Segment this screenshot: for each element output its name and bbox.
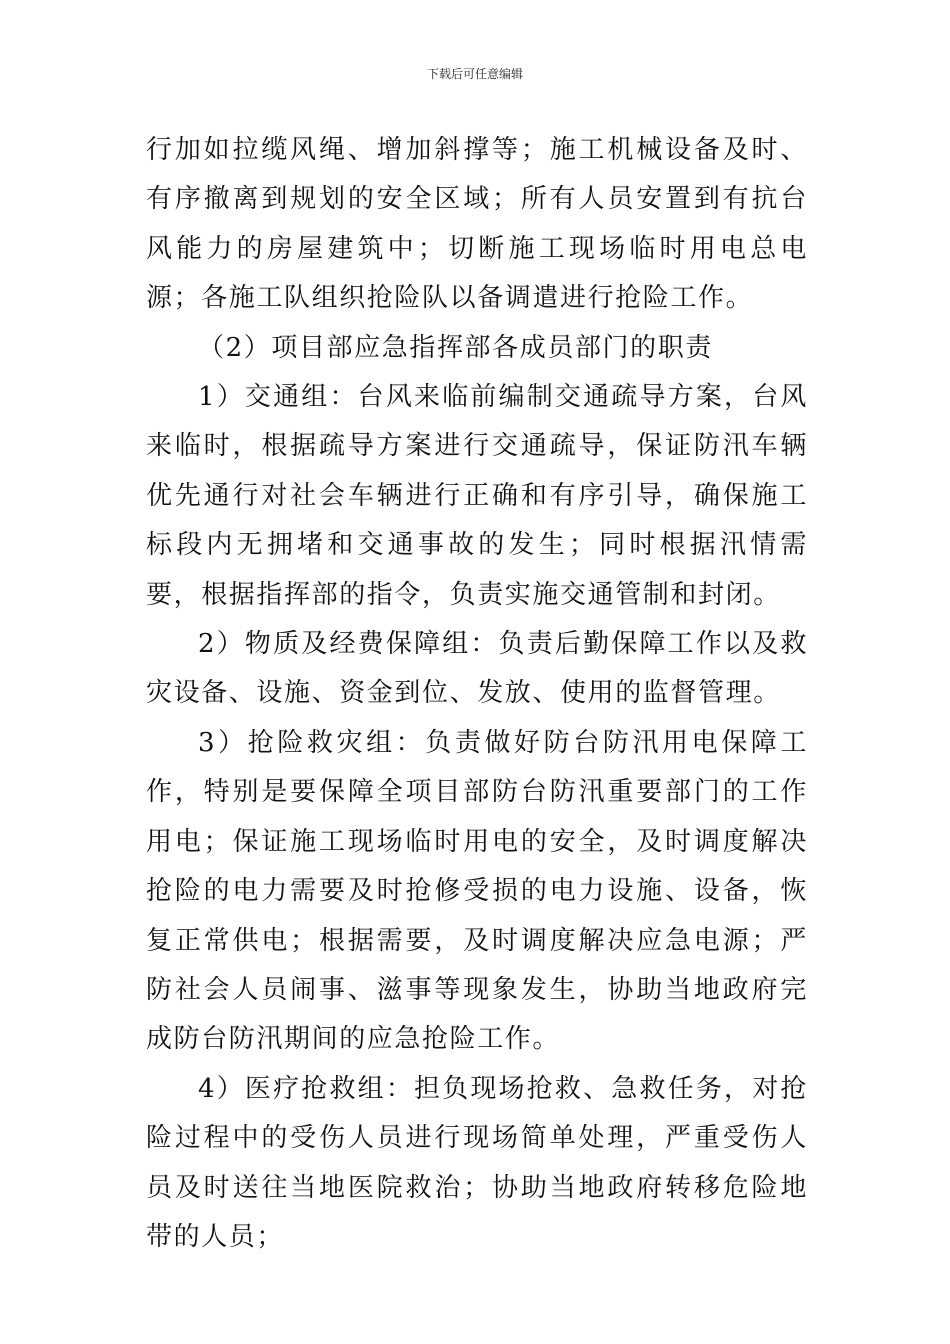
paragraph-traffic-group: 1）交通组：台风来临前编制交通疏导方案，台风来临时，根据疏导方案进行交通疏导，保证防汛车辆优先通行对社会车辆进行正确和有序引导，确保施工标段内无拥堵和交通事故的发生；同时根据汛情需要，根据指挥部的指令，负责实施交通管制和封闭。 — [146, 382, 808, 610]
paragraph-medical-group: 4）医疗抢救组：担负现场抢救、急救任务，对抢险过程中的受伤人员进行现场简单处理，严重受伤人员及时送往当地医院救治；协助当地政府转移危险地带的人员； — [146, 1073, 808, 1252]
paragraph-supply-group: 2）物质及经费保障组：负责后勤保障工作以及救灾设备、设施、资金到位、发放、使用的监督管理。 — [146, 629, 808, 709]
document-body — [146, 126, 808, 1262]
page-header-note: 下载后可任意编辑 — [426, 67, 523, 81]
paragraph-rescue-group: 3）抢险救灾组：负责做好防台防汛用电保障工作，特别是要保障全项目部防台防汛重要部门的工作用电；保证施工现场临时用电的安全，及时调度解决抢险的电力需要及时抢修受损的电力设施、设备，恢复正常供电；根据需要，及时调度解决应急电源；严防社会人员闹事、滋事等现象发生，协助当地政府完成防台防汛期间的应急抢险工作。 — [146, 727, 808, 1055]
paragraph-section-heading: （2）项目部应急指挥部各成员部门的职责 — [198, 332, 713, 363]
paragraph-continuation: 行加如拉缆风绳、增加斜撑等；施工机械设备及时、有序撤离到规划的安全区域；所有人员安置到有抗台风能力的房屋建筑中；切断施工现场临时用电总电源；各施工队组织抢险队以备调遣进行抢险工作。 — [146, 135, 808, 314]
